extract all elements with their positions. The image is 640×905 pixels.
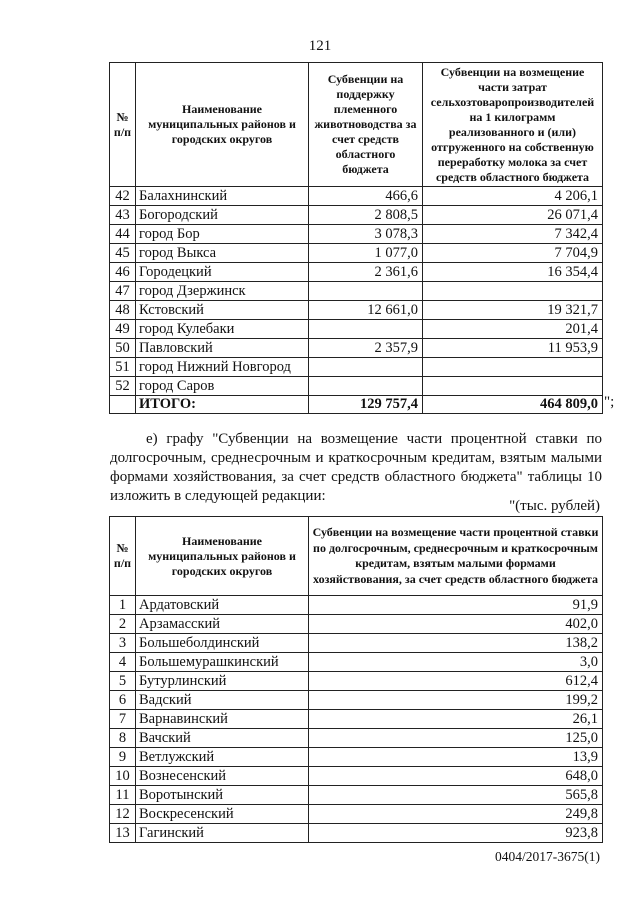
row-name: Вадский [136,691,309,710]
row-name: Бутурлинский [136,672,309,691]
table-row [110,805,603,824]
header-breeding-subsidy: Субвенции на поддержку племенного животноводства за счет средств областного бюджета [309,63,423,187]
table-row [110,244,603,263]
table-row [110,672,603,691]
row-breeding-value: 466,6 [309,187,423,206]
row-num: 5 [110,672,136,691]
row-num: 49 [110,320,136,339]
table-row [110,596,603,615]
header-num: № п/п [110,63,136,187]
row-interest-value: 13,9 [309,748,603,767]
row-name: Кстовский [136,301,309,320]
total-row [110,396,603,414]
row-name: Ветлужский [136,748,309,767]
table-row [110,187,603,206]
units-label: "(тыс. рублей) [509,498,600,514]
row-interest-value: 26,1 [309,710,603,729]
row-interest-value: 565,8 [309,786,603,805]
row-interest-value: 3,0 [309,653,603,672]
page-number: 121 [308,38,332,54]
row-name: Городецкий [136,263,309,282]
row-name: город Выкса [136,244,309,263]
table-row [110,358,603,377]
row-interest-value: 125,0 [309,729,603,748]
row-interest-value: 199,2 [309,691,603,710]
row-interest-value: 612,4 [309,672,603,691]
row-interest-value: 249,8 [309,805,603,824]
table-subsidies-livestock [109,62,603,414]
row-num: 9 [110,748,136,767]
table-row [110,691,603,710]
row-num: 43 [110,206,136,225]
table-subsidies-interest [109,516,603,843]
row-name: Большеболдинский [136,634,309,653]
row-breeding-value: 3 078,3 [309,225,423,244]
row-breeding-value: 12 661,0 [309,301,423,320]
row-num: 46 [110,263,136,282]
row-name: Воротынский [136,786,309,805]
row-name: Арзамасский [136,615,309,634]
row-num: 2 [110,615,136,634]
table-row [110,634,603,653]
row-milk-value: 201,4 [423,320,603,339]
row-milk-value: 7 342,4 [423,225,603,244]
table-row [110,263,603,282]
row-name: Ардатовский [136,596,309,615]
row-num: 44 [110,225,136,244]
row-milk-value [423,282,603,301]
row-milk-value [423,358,603,377]
row-name: город Дзержинск [136,282,309,301]
row-num: 12 [110,805,136,824]
row-milk-value: 19 321,7 [423,301,603,320]
row-num: 13 [110,824,136,843]
row-name: Вознесенский [136,767,309,786]
header-milk-subsidy: Субвенции на возмещение части затрат сельхозтоваропроизводителей на 1 килограмм реализованного и (или) отгруженного на собственную переработку молока за счет средств областного бюджета [423,63,603,187]
row-num: 4 [110,653,136,672]
row-num: 10 [110,767,136,786]
row-name: город Кулебаки [136,320,309,339]
row-name: Большемурашкинский [136,653,309,672]
row-milk-value: 7 704,9 [423,244,603,263]
table-row [110,320,603,339]
row-name: Варнавинский [136,710,309,729]
row-breeding-value: 2 361,6 [309,263,423,282]
table-row [110,339,603,358]
row-name: город Саров [136,377,309,396]
amendment-paragraph [110,430,602,506]
table-row [110,710,603,729]
row-breeding-value [309,377,423,396]
row-name: Богородский [136,206,309,225]
row-interest-value: 138,2 [309,634,603,653]
row-breeding-value: 2 808,5 [309,206,423,225]
row-num: 50 [110,339,136,358]
row-num: 11 [110,786,136,805]
table-row [110,824,603,843]
row-milk-value [423,377,603,396]
table-row [110,301,603,320]
table-row [110,615,603,634]
total-breeding: 129 757,4 [309,396,423,414]
row-num: 52 [110,377,136,396]
table-row [110,786,603,805]
total-num [110,396,136,414]
row-num: 3 [110,634,136,653]
row-breeding-value [309,282,423,301]
total-milk: 464 809,0 [423,396,603,414]
row-name: Павловский [136,339,309,358]
row-breeding-value: 1 077,0 [309,244,423,263]
table-row [110,225,603,244]
document-code: 0404/2017-3675(1) [495,849,600,864]
table-row [110,729,603,748]
row-num: 47 [110,282,136,301]
header-interest-subsidy: Субвенции на возмещение части процентной ставки по долгосрочным, среднесрочным и краткосрочным кредитам, взятым малыми формами хозяйствования, за счет средств областного бюджета [309,517,603,596]
closing-quote: "; [604,394,615,410]
header-name: Наименование муниципальных районов и городских округов [136,63,309,187]
row-breeding-value: 2 357,9 [309,339,423,358]
row-name: Вачский [136,729,309,748]
row-milk-value: 26 071,4 [423,206,603,225]
row-num: 1 [110,596,136,615]
row-breeding-value [309,358,423,377]
row-interest-value: 923,8 [309,824,603,843]
table-row [110,282,603,301]
row-interest-value: 648,0 [309,767,603,786]
row-milk-value: 11 953,9 [423,339,603,358]
row-name: город Нижний Новгород [136,358,309,377]
table-row [110,206,603,225]
row-num: 48 [110,301,136,320]
row-num: 45 [110,244,136,263]
row-num: 42 [110,187,136,206]
row-name: Балахнинский [136,187,309,206]
row-milk-value: 16 354,4 [423,263,603,282]
row-interest-value: 91,9 [309,596,603,615]
row-num: 6 [110,691,136,710]
paragraph-text: е) графу "Субвенции на возмещение части процентной ставки по долгосрочным, среднесрочным и краткосрочным кредитам, взятым малыми формами хозяйствования, за счет средств областного бюджета" таблицы 10 изложить в следующей редакции: [110,431,602,504]
header-num: № п/п [110,517,136,596]
row-milk-value: 4 206,1 [423,187,603,206]
table-row [110,377,603,396]
table-row [110,767,603,786]
row-name: Гагинский [136,824,309,843]
table-row [110,748,603,767]
row-num: 7 [110,710,136,729]
row-num: 51 [110,358,136,377]
header-name: Наименование муниципальных районов и городских округов [136,517,309,596]
total-label: ИТОГО: [136,396,309,414]
row-breeding-value [309,320,423,339]
row-name: Воскресенский [136,805,309,824]
row-num: 8 [110,729,136,748]
row-interest-value: 402,0 [309,615,603,634]
row-name: город Бор [136,225,309,244]
table-row [110,653,603,672]
